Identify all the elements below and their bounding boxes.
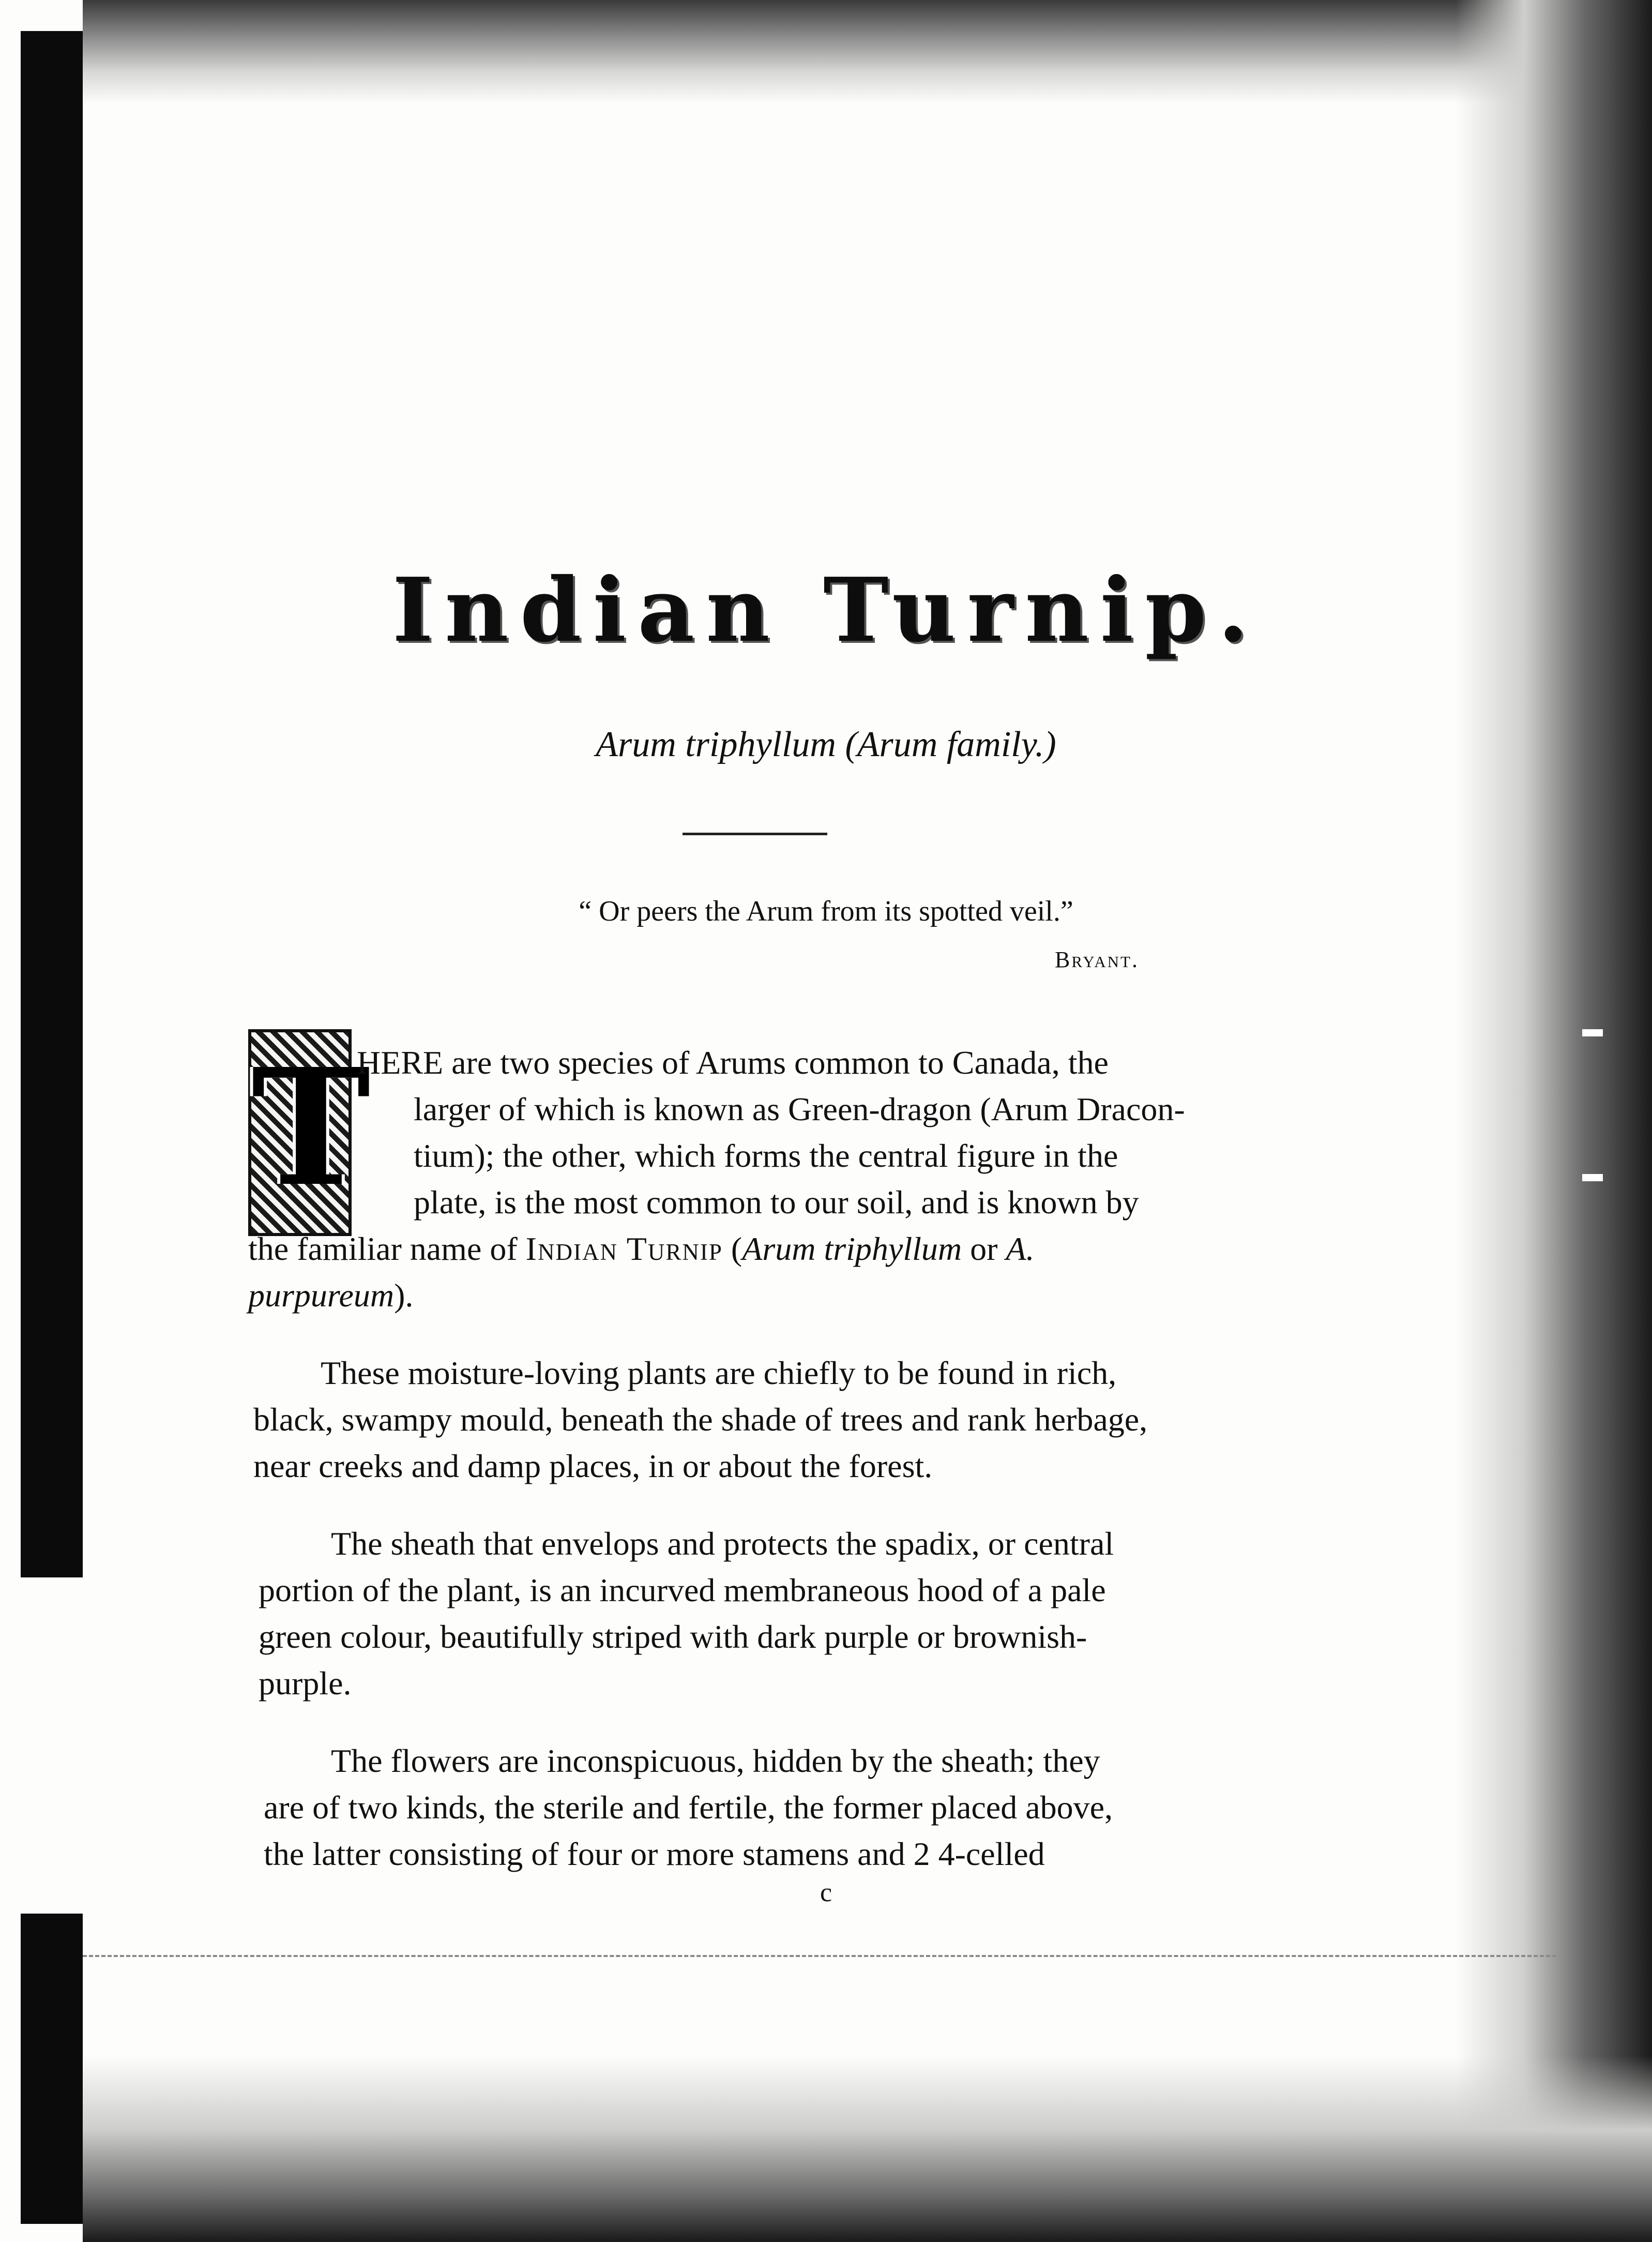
body-line: green colour, beautifully striped with dark purple or brownish-	[259, 1618, 1087, 1655]
body-line: black, swampy mould, beneath the shade of trees and rank herbage,	[253, 1401, 1148, 1438]
scan-right-mark	[1582, 1029, 1603, 1036]
body-line: HERE are two species of Arums common to Canada, the	[357, 1044, 1109, 1081]
botanical-name: Arum triphyllum (Arum family.)	[596, 725, 1056, 764]
body-line: These moisture-loving plants are chiefly to be found in rich,	[321, 1355, 1117, 1391]
body-line: The sheath that envelops and protects the spadix, or central	[331, 1525, 1114, 1562]
body-line: larger of which is known as Green-dragon (Arum Dracon-	[414, 1091, 1185, 1127]
page-title: Indian Turnip.	[392, 559, 1260, 662]
scan-top-edge	[83, 0, 1652, 103]
body-line: purple.	[259, 1665, 352, 1702]
body-line: near creeks and damp places, in or about the forest.	[253, 1448, 933, 1484]
scan-left-bar-upper	[21, 31, 83, 1577]
common-name: Indian Turnip	[525, 1230, 723, 1267]
text-run: or	[962, 1230, 1006, 1267]
decorative-drop-cap	[248, 1029, 371, 1236]
page-fold-line	[83, 1955, 1556, 1957]
body-line: the latter consisting of four or more stamens and 2 4-celled	[264, 1835, 1045, 1872]
body-line: The flowers are inconspicuous, hidden by the sheath; they	[331, 1742, 1100, 1779]
text-run: ).	[394, 1277, 414, 1314]
body-line	[248, 1226, 1035, 1272]
latin-name: A.	[1006, 1230, 1035, 1267]
scan-bottom-edge	[83, 2056, 1652, 2242]
latin-name: purpureum	[248, 1277, 395, 1314]
ornamental-rule	[683, 833, 827, 835]
scan-left-bar-lower	[21, 1914, 83, 2224]
scan-right-mark	[1582, 1174, 1603, 1181]
text-run: (	[722, 1230, 742, 1267]
body-line: tium); the other, which forms the central figure in the	[414, 1137, 1118, 1174]
epigraph-quote: “ Or peers the Arum from its spotted veil.”	[579, 895, 1073, 927]
signature-mark: c	[820, 1878, 832, 1907]
body-line	[248, 1272, 413, 1319]
body-line: plate, is the most common to our soil, and is known by	[414, 1184, 1139, 1221]
epigraph-attribution: Bryant.	[1055, 947, 1139, 972]
drop-cap-letter: T	[251, 1034, 371, 1222]
body-line: portion of the plant, is an incurved membraneous hood of a pale	[259, 1572, 1106, 1608]
text-run: the familiar name of	[248, 1230, 526, 1267]
latin-name: Arum triphyllum	[742, 1230, 962, 1267]
body-line: are of two kinds, the sterile and fertile, the former placed above,	[264, 1789, 1113, 1826]
